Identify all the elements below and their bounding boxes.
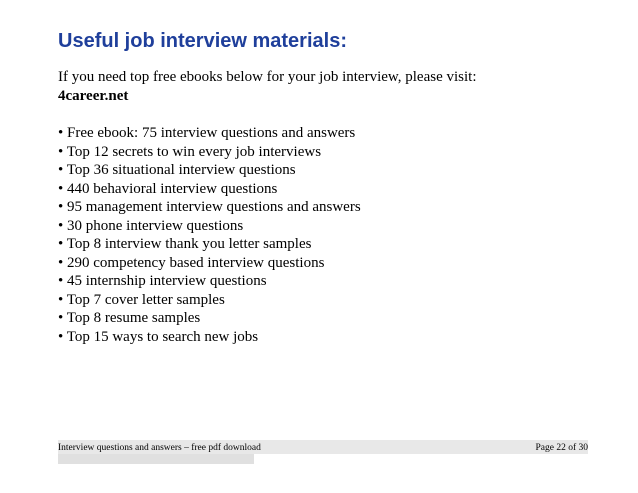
intro-paragraph [58,68,477,106]
footer-bar-secondary [58,454,254,464]
list-item: • Top 8 resume samples [58,310,201,326]
list-item: • 290 competency based interview questions [58,254,325,271]
resource-list [58,124,361,346]
list-item: • Top 8 interview thank you letter samples [58,236,312,252]
page-heading: Useful job interview materials: [58,30,347,52]
list-item: • Top 15 ways to search new jobs [58,328,259,345]
list-item: • Free ebook: 75 interview questions and answers [58,125,356,141]
list-item: • 30 phone interview questions [58,217,244,234]
list-item: • Top 12 secrets to win every job interviews [58,143,322,160]
footer-title: Interview questions and answers – free pdf download [58,443,261,453]
list-item: • Top 36 situational interview questions [58,162,296,178]
site-link[interactable]: 4career.net [58,88,129,104]
page-number: Page 22 of 30 [535,443,588,453]
list-item: • 440 behavioral interview questions [58,180,278,197]
list-item: • 95 management interview questions and answers [58,199,361,215]
list-item: • 45 internship interview questions [58,273,267,289]
intro-text: If you need top free ebooks below for your job interview, please visit: [58,69,477,85]
list-item: • Top 7 cover letter samples [58,291,225,308]
